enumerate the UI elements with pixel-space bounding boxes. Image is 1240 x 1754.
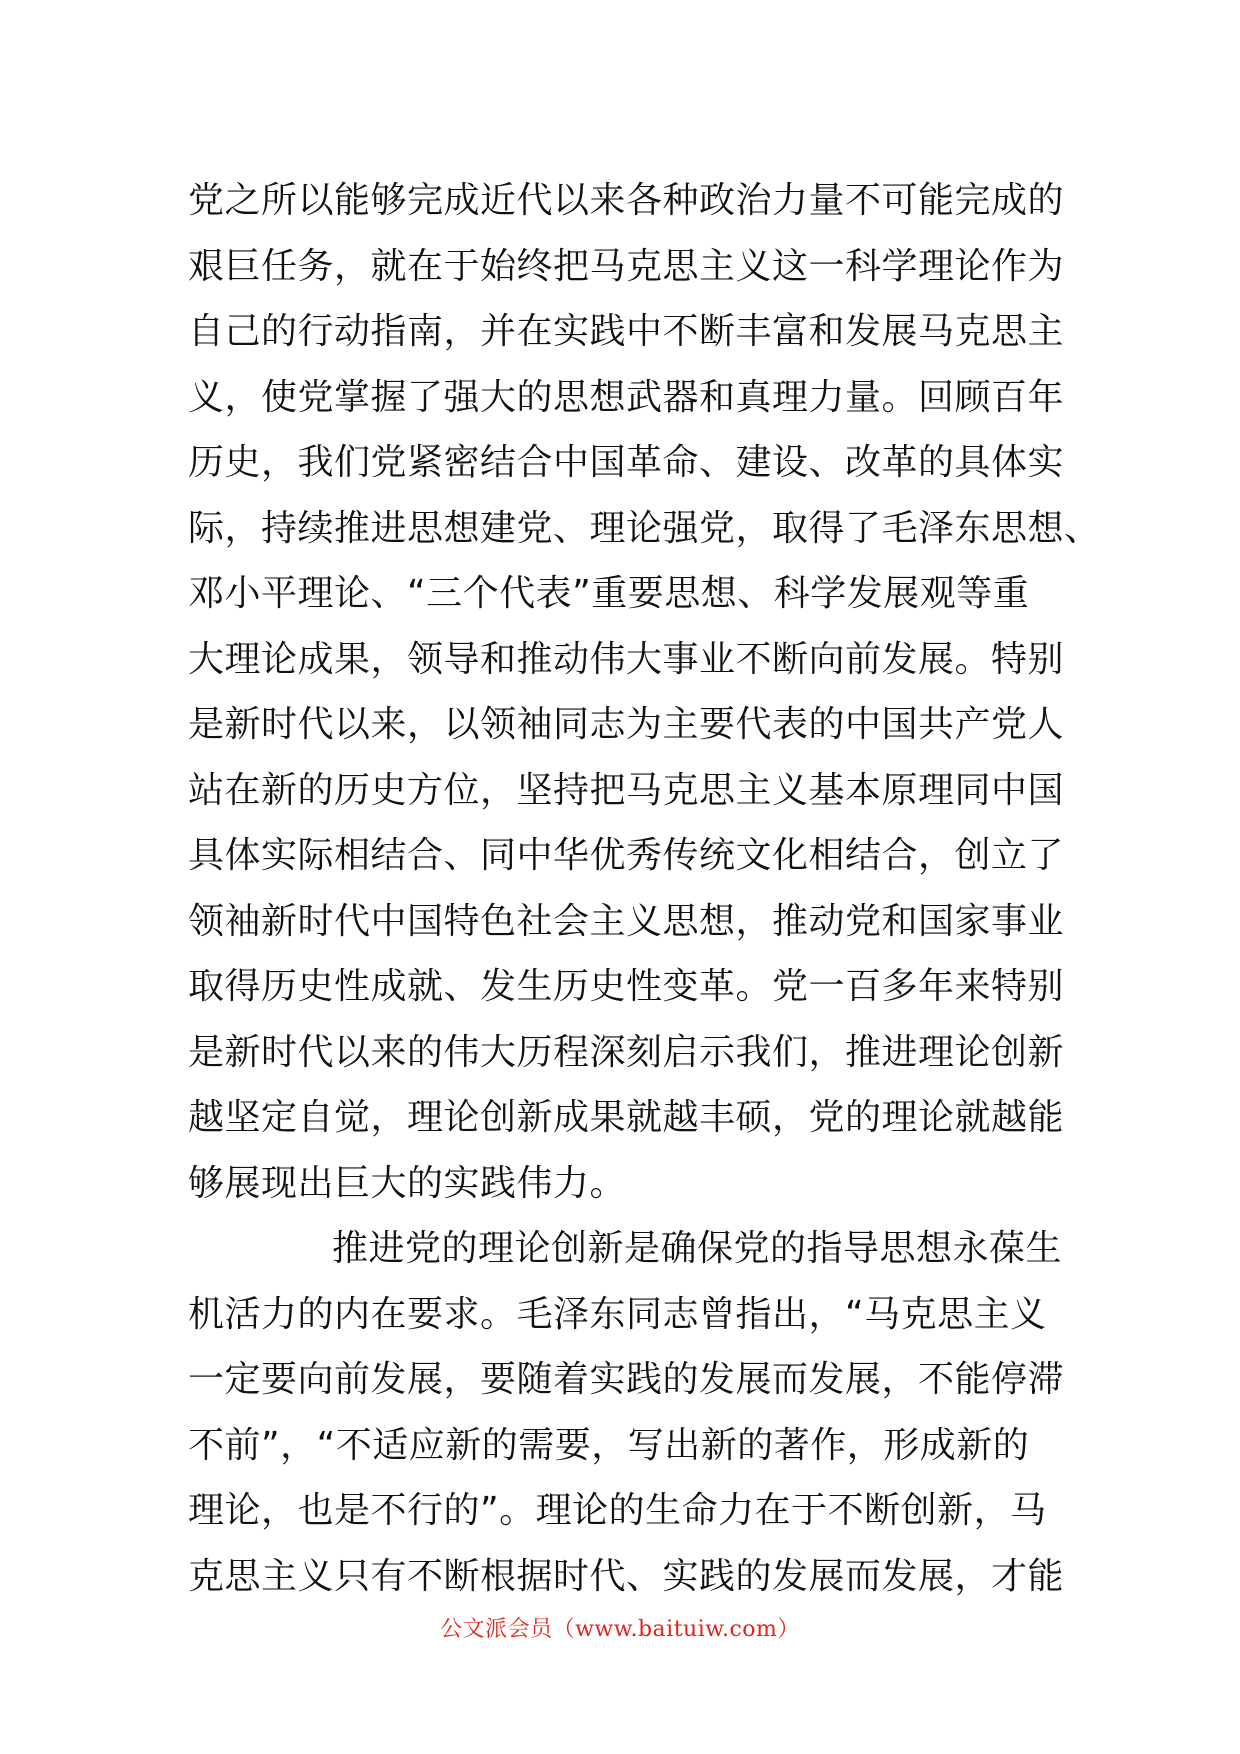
text-line: 一定要向前发展，要随着实践的发展而发展，不能停滞 — [188, 1359, 1065, 1400]
footer-watermark: 公文派会员（www.baituiw.com） — [440, 1617, 800, 1642]
text-line: 具体实际相结合、同中华优秀传统文化相结合，创立了 — [188, 835, 1065, 876]
paragraph-start-line: 推进党的理论创新是确保党的指导思想永葆生 — [332, 1228, 1063, 1269]
text-line: 够展现出巨大的实践伟力。 — [188, 1162, 627, 1204]
text-line: 取得历史性成就、发生历史性变革。党一百多年来特别 — [188, 966, 1065, 1007]
text-line: 领袖新时代中国特色社会主义思想，推动党和国家事业 — [188, 900, 1065, 942]
text-line: 越坚定自觉，理论创新成果就越丰硕，党的理论就越能 — [188, 1097, 1065, 1138]
text-line: 理论，也是不行的”。理论的生命力在于不断创新，马 — [188, 1490, 1047, 1531]
text-line: 自己的行动指南，并在实践中不断丰富和发展马克思主 — [188, 311, 1065, 352]
text-line: 不前”，“不适应新的需要，写出新的著作，形成新的 — [188, 1424, 1030, 1466]
text-line: 历史，我们党紧密结合中国革命、建设、改革的具体实 — [188, 442, 1065, 483]
text-line: 是新时代以来的伟大历程深刻启示我们，推进理论创新 — [188, 1031, 1065, 1073]
text-line: 党之所以能够完成近代以来各种政治力量不可能完成的 — [188, 180, 1065, 221]
text-line: 际，持续推进思想建党、理论强党，取得了毛泽东思想、 — [188, 507, 1101, 549]
text-line: 站在新的历史方位，坚持把马克思主义基本原理同中国 — [188, 769, 1065, 811]
text-line: 机活力的内在要求。毛泽东同志曾指出，“马克思主义 — [188, 1293, 1047, 1335]
document-body — [188, 168, 1101, 1609]
text-line: 是新时代以来，以领袖同志为主要代表的中国共产党人 — [188, 704, 1065, 745]
text-line: 克思主义只有不断根据时代、实践的发展而发展，才能 — [188, 1555, 1065, 1597]
text-line: 邓小平理论、“三个代表”重要思想、科学发展观等重 — [188, 573, 1030, 614]
text-line: 艰巨任务，就在于始终把马克思主义这一科学理论作为 — [188, 245, 1065, 287]
text-line: 大理论成果，领导和推动伟大事业不断向前发展。特别 — [188, 638, 1065, 680]
text-line: 义，使党掌握了强大的思想武器和真理力量。回顾百年 — [188, 376, 1065, 418]
